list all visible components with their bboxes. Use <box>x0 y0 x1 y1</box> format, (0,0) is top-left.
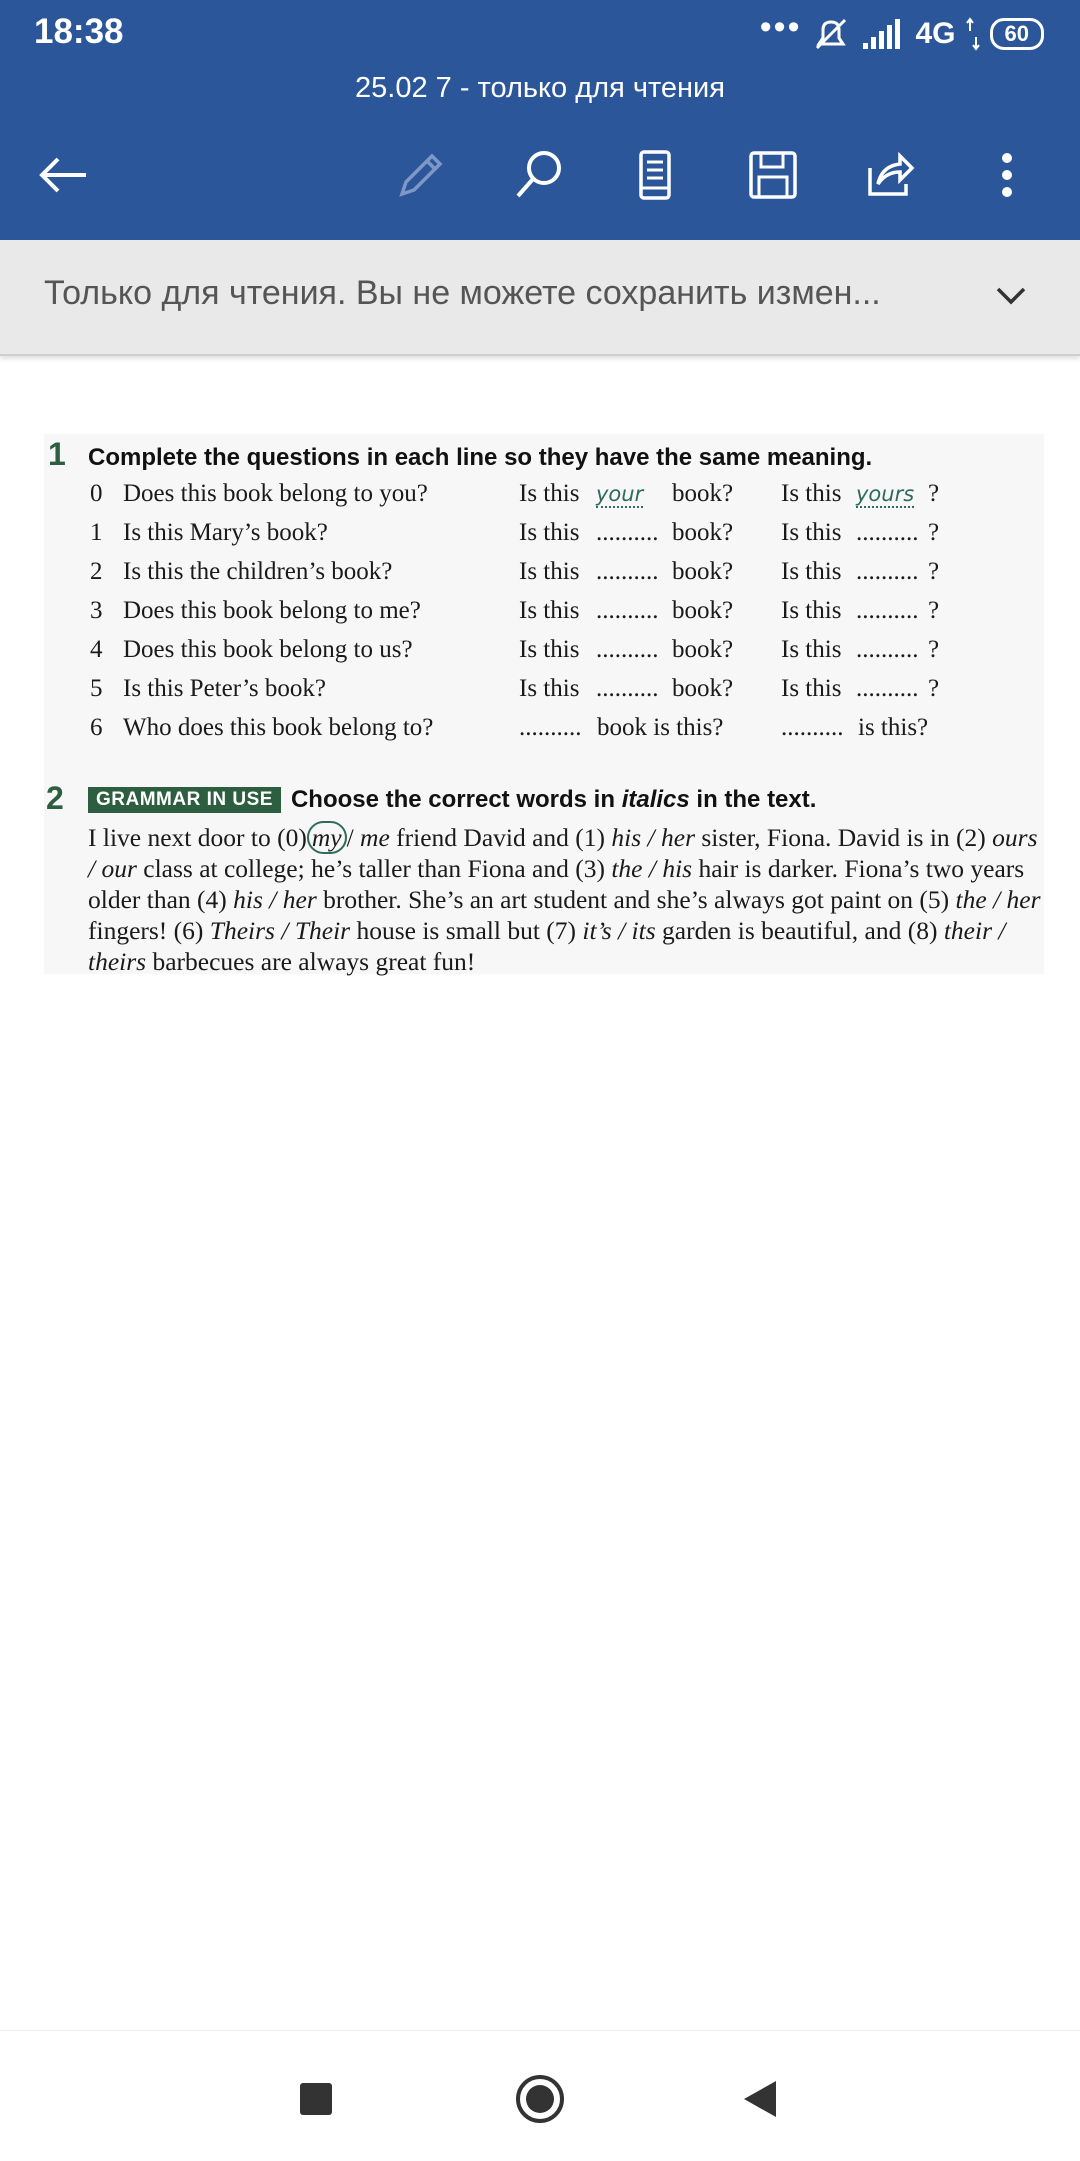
circled-answer: my <box>307 821 347 854</box>
row-number: 0 <box>90 480 103 507</box>
row-a-fill: .......... <box>596 597 659 624</box>
exercise-row <box>44 558 1044 594</box>
para-text: sister, Fiona. David is in (2) <box>695 823 993 852</box>
more-vert-icon <box>978 146 1036 204</box>
row-b-fill: .......... <box>856 636 919 663</box>
back-triangle-icon <box>740 2077 780 2121</box>
row-number: 5 <box>90 675 103 702</box>
para-italic: me <box>360 823 390 852</box>
network-type: 4G <box>915 17 956 50</box>
para-italic: his / her <box>611 823 695 852</box>
chevron-down-icon[interactable] <box>986 270 1036 320</box>
para-text: fingers! (6) <box>88 916 210 945</box>
status-icons <box>759 8 1044 54</box>
para-italic: the / his <box>611 854 693 883</box>
row-a-start: Is this <box>519 597 580 624</box>
row-b-end: ? <box>928 558 940 585</box>
row-a-end: book? <box>672 558 734 585</box>
row-a-end: book? <box>672 519 734 546</box>
battery-indicator: 60 <box>990 18 1044 50</box>
para-italic: Theirs / Their <box>209 916 351 945</box>
para-text: house is small but (7) <box>350 916 583 945</box>
search-icon <box>510 146 568 204</box>
exercise-row <box>44 519 1044 555</box>
signal-icon <box>861 17 905 51</box>
row-b-fill: yours <box>856 482 915 506</box>
row-a-start: Is this <box>519 675 580 702</box>
row-b-fill: .......... <box>856 675 919 702</box>
row-b-start: Is this <box>781 519 842 546</box>
row-number: 1 <box>90 519 103 546</box>
row-a-fill: .......... <box>596 636 659 663</box>
para-text: barbecues are always great fun! <box>146 947 476 976</box>
row-b-start: Is this <box>781 675 842 702</box>
row-b-end: ? <box>928 480 940 507</box>
exercise-row <box>44 480 1044 516</box>
row-b-start: Is this <box>781 558 842 585</box>
row-number: 2 <box>90 558 103 585</box>
row-b-start: Is this <box>781 636 842 663</box>
row-question: Is this Mary’s book? <box>123 519 328 546</box>
row-question: Who does this book belong to? <box>123 714 434 741</box>
row-b-end: is this? <box>858 714 929 741</box>
row-a-end: book is this? <box>597 714 724 741</box>
row-a-end: book? <box>672 636 734 663</box>
readonly-banner-text: Только для чтения. Вы не можете сохранить измен... <box>44 274 881 312</box>
app-bar <box>0 0 1080 240</box>
reading-view-icon <box>626 146 684 204</box>
exercise-2-heading <box>88 786 816 814</box>
exercise-2-paragraph <box>88 822 1048 977</box>
exercise-1-number: 1 <box>48 436 66 472</box>
para-text: garden is beautiful, and (8) <box>655 916 944 945</box>
exercise-row <box>44 675 1044 711</box>
para-text: I live next door to (0) <box>88 823 307 852</box>
document-page <box>44 434 1044 974</box>
row-a-start: Is this <box>519 480 580 507</box>
notification-dots-icon: ••• <box>759 8 802 46</box>
row-question: Does this book belong to me? <box>123 597 421 624</box>
exercise-2-instruction-italic: italics <box>621 786 690 813</box>
more-options-button[interactable] <box>972 140 1042 210</box>
row-a-fill: your <box>596 482 644 506</box>
para-italic: the / her <box>955 885 1041 914</box>
exercise-row <box>44 597 1044 633</box>
para-text: friend David and (1) <box>389 823 612 852</box>
status-bar <box>0 0 1080 66</box>
recents-square-icon <box>298 2081 334 2117</box>
back-arrow-icon <box>34 146 92 204</box>
exercise-row <box>44 714 1044 750</box>
row-a-start: Is this <box>519 636 580 663</box>
row-b-end: ? <box>928 519 940 546</box>
para-italic: his / her <box>233 885 317 914</box>
back-button[interactable] <box>28 140 98 210</box>
row-b-fill: .......... <box>856 519 919 546</box>
para-italic: their / theirs <box>88 916 1006 976</box>
row-b-start: Is this <box>781 597 842 624</box>
exercise-2-instruction-post: in the text. <box>689 786 817 813</box>
status-time: 18:38 <box>34 12 124 51</box>
row-a-fill: .......... <box>519 714 582 741</box>
reading-view-button[interactable] <box>620 140 690 210</box>
row-b-end: ? <box>928 636 940 663</box>
grammar-in-use-tag: GRAMMAR IN USE <box>88 787 281 813</box>
edit-pencil-icon <box>392 146 450 204</box>
exercise-row <box>44 636 1044 672</box>
save-button[interactable] <box>738 140 808 210</box>
system-nav-bar <box>0 2030 1080 2161</box>
para-text: hair is darker. Fiona’s two years older than (4) <box>88 854 1025 914</box>
row-b-end: ? <box>928 597 940 624</box>
row-a-fill: .......... <box>596 675 659 702</box>
row-a-end: book? <box>672 597 734 624</box>
share-button[interactable] <box>854 140 924 210</box>
para-italic: it’s / its <box>582 916 656 945</box>
row-a-start: Is this <box>519 519 580 546</box>
row-question: Does this book belong to you? <box>123 480 428 507</box>
row-b-fill: .......... <box>856 597 919 624</box>
search-button[interactable] <box>504 140 574 210</box>
exercise-2-instruction-pre: Choose the correct words in <box>290 786 622 813</box>
row-number: 4 <box>90 636 103 663</box>
row-a-start: Is this <box>519 558 580 585</box>
save-icon <box>744 146 802 204</box>
row-a-fill: .......... <box>596 519 659 546</box>
row-question: Is this Peter’s book? <box>123 675 326 702</box>
document-title: 25.02 7 - только для чтения <box>355 72 725 104</box>
row-b-end: ? <box>928 675 940 702</box>
row-a-end: book? <box>672 480 734 507</box>
row-b-fill: .......... <box>856 558 919 585</box>
share-icon <box>860 146 918 204</box>
para-text: / <box>346 823 361 852</box>
row-question: Does this book belong to us? <box>123 636 413 663</box>
back-nav-button[interactable] <box>730 2069 790 2129</box>
recents-button[interactable] <box>286 2069 346 2129</box>
row-question: Is this the children’s book? <box>123 558 393 585</box>
alarm-off-icon <box>811 16 851 52</box>
row-b-fill: .......... <box>781 714 844 741</box>
row-b-start: Is this <box>781 480 842 507</box>
row-a-end: book? <box>672 675 734 702</box>
para-italic: ours / our <box>88 823 1038 883</box>
para-text: brother. She’s an art student and she’s always got paint on (5) <box>316 885 956 914</box>
home-button[interactable] <box>510 2069 570 2129</box>
row-number: 6 <box>90 714 103 741</box>
edit-button[interactable] <box>386 140 456 210</box>
row-a-fill: .......... <box>596 558 659 585</box>
row-number: 3 <box>90 597 103 624</box>
data-arrows-icon <box>966 17 980 51</box>
exercise-2-number: 2 <box>46 780 64 816</box>
home-circle-icon <box>514 2073 566 2125</box>
para-text: class at college; he’s taller than Fiona and (3) <box>136 854 612 883</box>
readonly-banner[interactable] <box>0 240 1080 356</box>
exercise-1-instruction: Complete the questions in each line so they have the same meaning. <box>88 444 873 471</box>
